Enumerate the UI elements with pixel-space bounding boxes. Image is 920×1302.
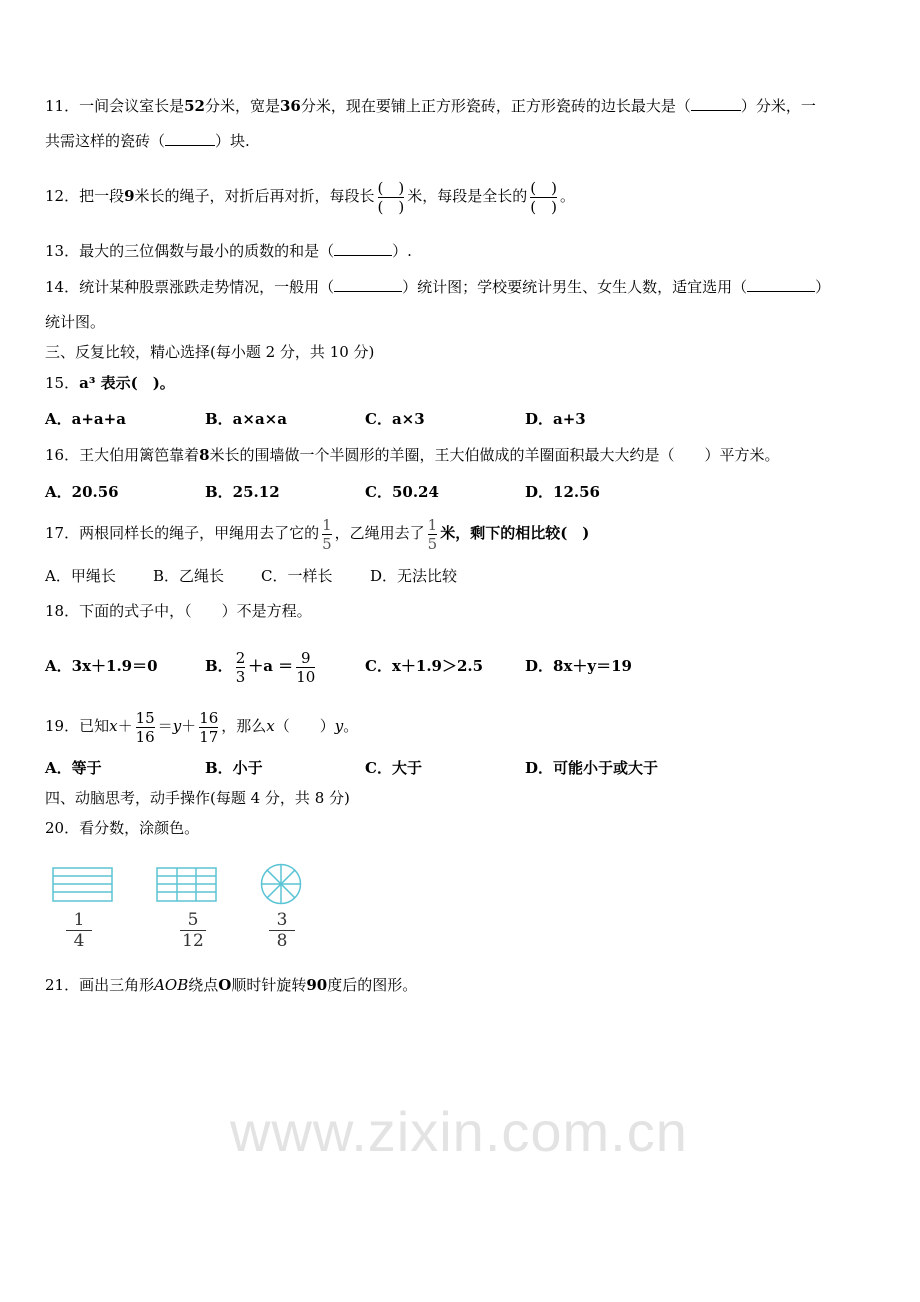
fraction-label: 5 12 [180, 910, 206, 951]
option-c[interactable]: C．x＋1.9＞2.5 [365, 657, 484, 675]
option-b[interactable]: B．a×a×a [205, 410, 287, 428]
watermark: www.zixin.com.cn [230, 1100, 688, 1163]
answer-blank[interactable] [334, 241, 392, 256]
rectangle-twelfths-figure[interactable] [156, 863, 218, 903]
question-19: 19．已知x＋ $\frac{15}{16}$ ＝y＋ $\frac{16}{17}$ ，那么x（ ）y。 [45, 708, 359, 746]
option-b[interactable]: B．小于 [205, 759, 263, 777]
question-18: 18．下面的式子中，（ ）不是方程。 [45, 602, 312, 620]
question-11-cont: 共需这样的瓷砖（ ）块. [45, 132, 250, 150]
section-3-heading: 三、反复比较，精心选择(每小题 2 分，共 10 分) [45, 343, 375, 361]
fraction-label: 1 4 [66, 910, 92, 951]
answer-blank[interactable] [334, 277, 402, 292]
option-b[interactable]: B．乙绳长 [153, 567, 225, 585]
option-d[interactable]: D．无法比较 [370, 567, 458, 585]
circle-eighths-figure[interactable] [258, 863, 304, 909]
question-17: 17．两根同样长的绳子，甲绳用去了它的 $\frac{1}{5}$ ，乙绳用去了 $\frac{1}{5}$ 米，剩下的相比较( ) [45, 515, 590, 553]
fraction-blank[interactable]: $\frac{( )}{( )}$ [377, 178, 405, 216]
option-b[interactable]: B．25.12 [205, 483, 280, 501]
answer-blank[interactable] [165, 131, 215, 146]
answer-blank[interactable] [747, 277, 815, 292]
option-d[interactable]: D．a+3 [525, 410, 586, 428]
question-20: 20．看分数，涂颜色。 [45, 819, 200, 837]
question-15: 15．a³ 表示( )。 [45, 374, 175, 392]
section-4-heading: 四、动脑思考，动手操作(每题 4 分，共 8 分) [45, 789, 350, 807]
option-b[interactable]: B． $\frac{2}{3}$ ＋a ＝ $\frac{9}{10}$ [205, 648, 316, 686]
option-c[interactable]: C．a×3 [365, 410, 425, 428]
question-16: 16．王大伯用篱笆靠着8米长的围墙做一个半圆形的羊圈，王大伯做成的羊圈面积最大大约是（ ）平方米。 [45, 446, 780, 464]
option-c[interactable]: C．50.24 [365, 483, 439, 501]
question-14-cont: 统计图。 [45, 313, 106, 331]
fraction-blank[interactable]: $\frac{( )}{( )}$ [530, 178, 557, 216]
option-a[interactable]: A．3x＋1.9＝0 [45, 657, 158, 675]
question-12: 12．把一段9米长的绳子，对折后再对折，每段长 $\frac{( )}{( )}$ 米，每段是全长的 $\frac{( )}{( )}$ 。 [45, 178, 576, 216]
option-d[interactable]: D．可能小于或大于 [525, 759, 659, 777]
question-14: 14．统计某种股票涨跌走势情况，一般用（ ）统计图；学校要统计男生、女生人数，适宜选用（ ） [45, 278, 831, 296]
option-a[interactable]: A．等于 [45, 759, 102, 777]
option-c[interactable]: C．大于 [365, 759, 422, 777]
option-a[interactable]: A．20.56 [45, 483, 119, 501]
option-a[interactable]: A．a+a+a [45, 410, 126, 428]
fraction-label: 3 8 [269, 910, 295, 951]
question-11: 11．一间会议室长是52分米，宽是36分米，现在要铺上正方形瓷砖，正方形瓷砖的边长最大是（ ）分米，一 [45, 97, 816, 115]
answer-blank[interactable] [691, 96, 741, 111]
option-a[interactable]: A．甲绳长 [45, 567, 116, 585]
option-d[interactable]: D．12.56 [525, 483, 600, 501]
option-c[interactable]: C．一样长 [261, 567, 333, 585]
question-13: 13．最大的三位偶数与最小的质数的和是（ ）. [45, 242, 412, 260]
rectangle-quarters-figure[interactable] [52, 863, 114, 903]
question-21: 21．画出三角形AOB绕点O顺时针旋转90度后的图形。 [45, 976, 418, 994]
option-d[interactable]: D．8x＋y＝19 [525, 657, 632, 675]
